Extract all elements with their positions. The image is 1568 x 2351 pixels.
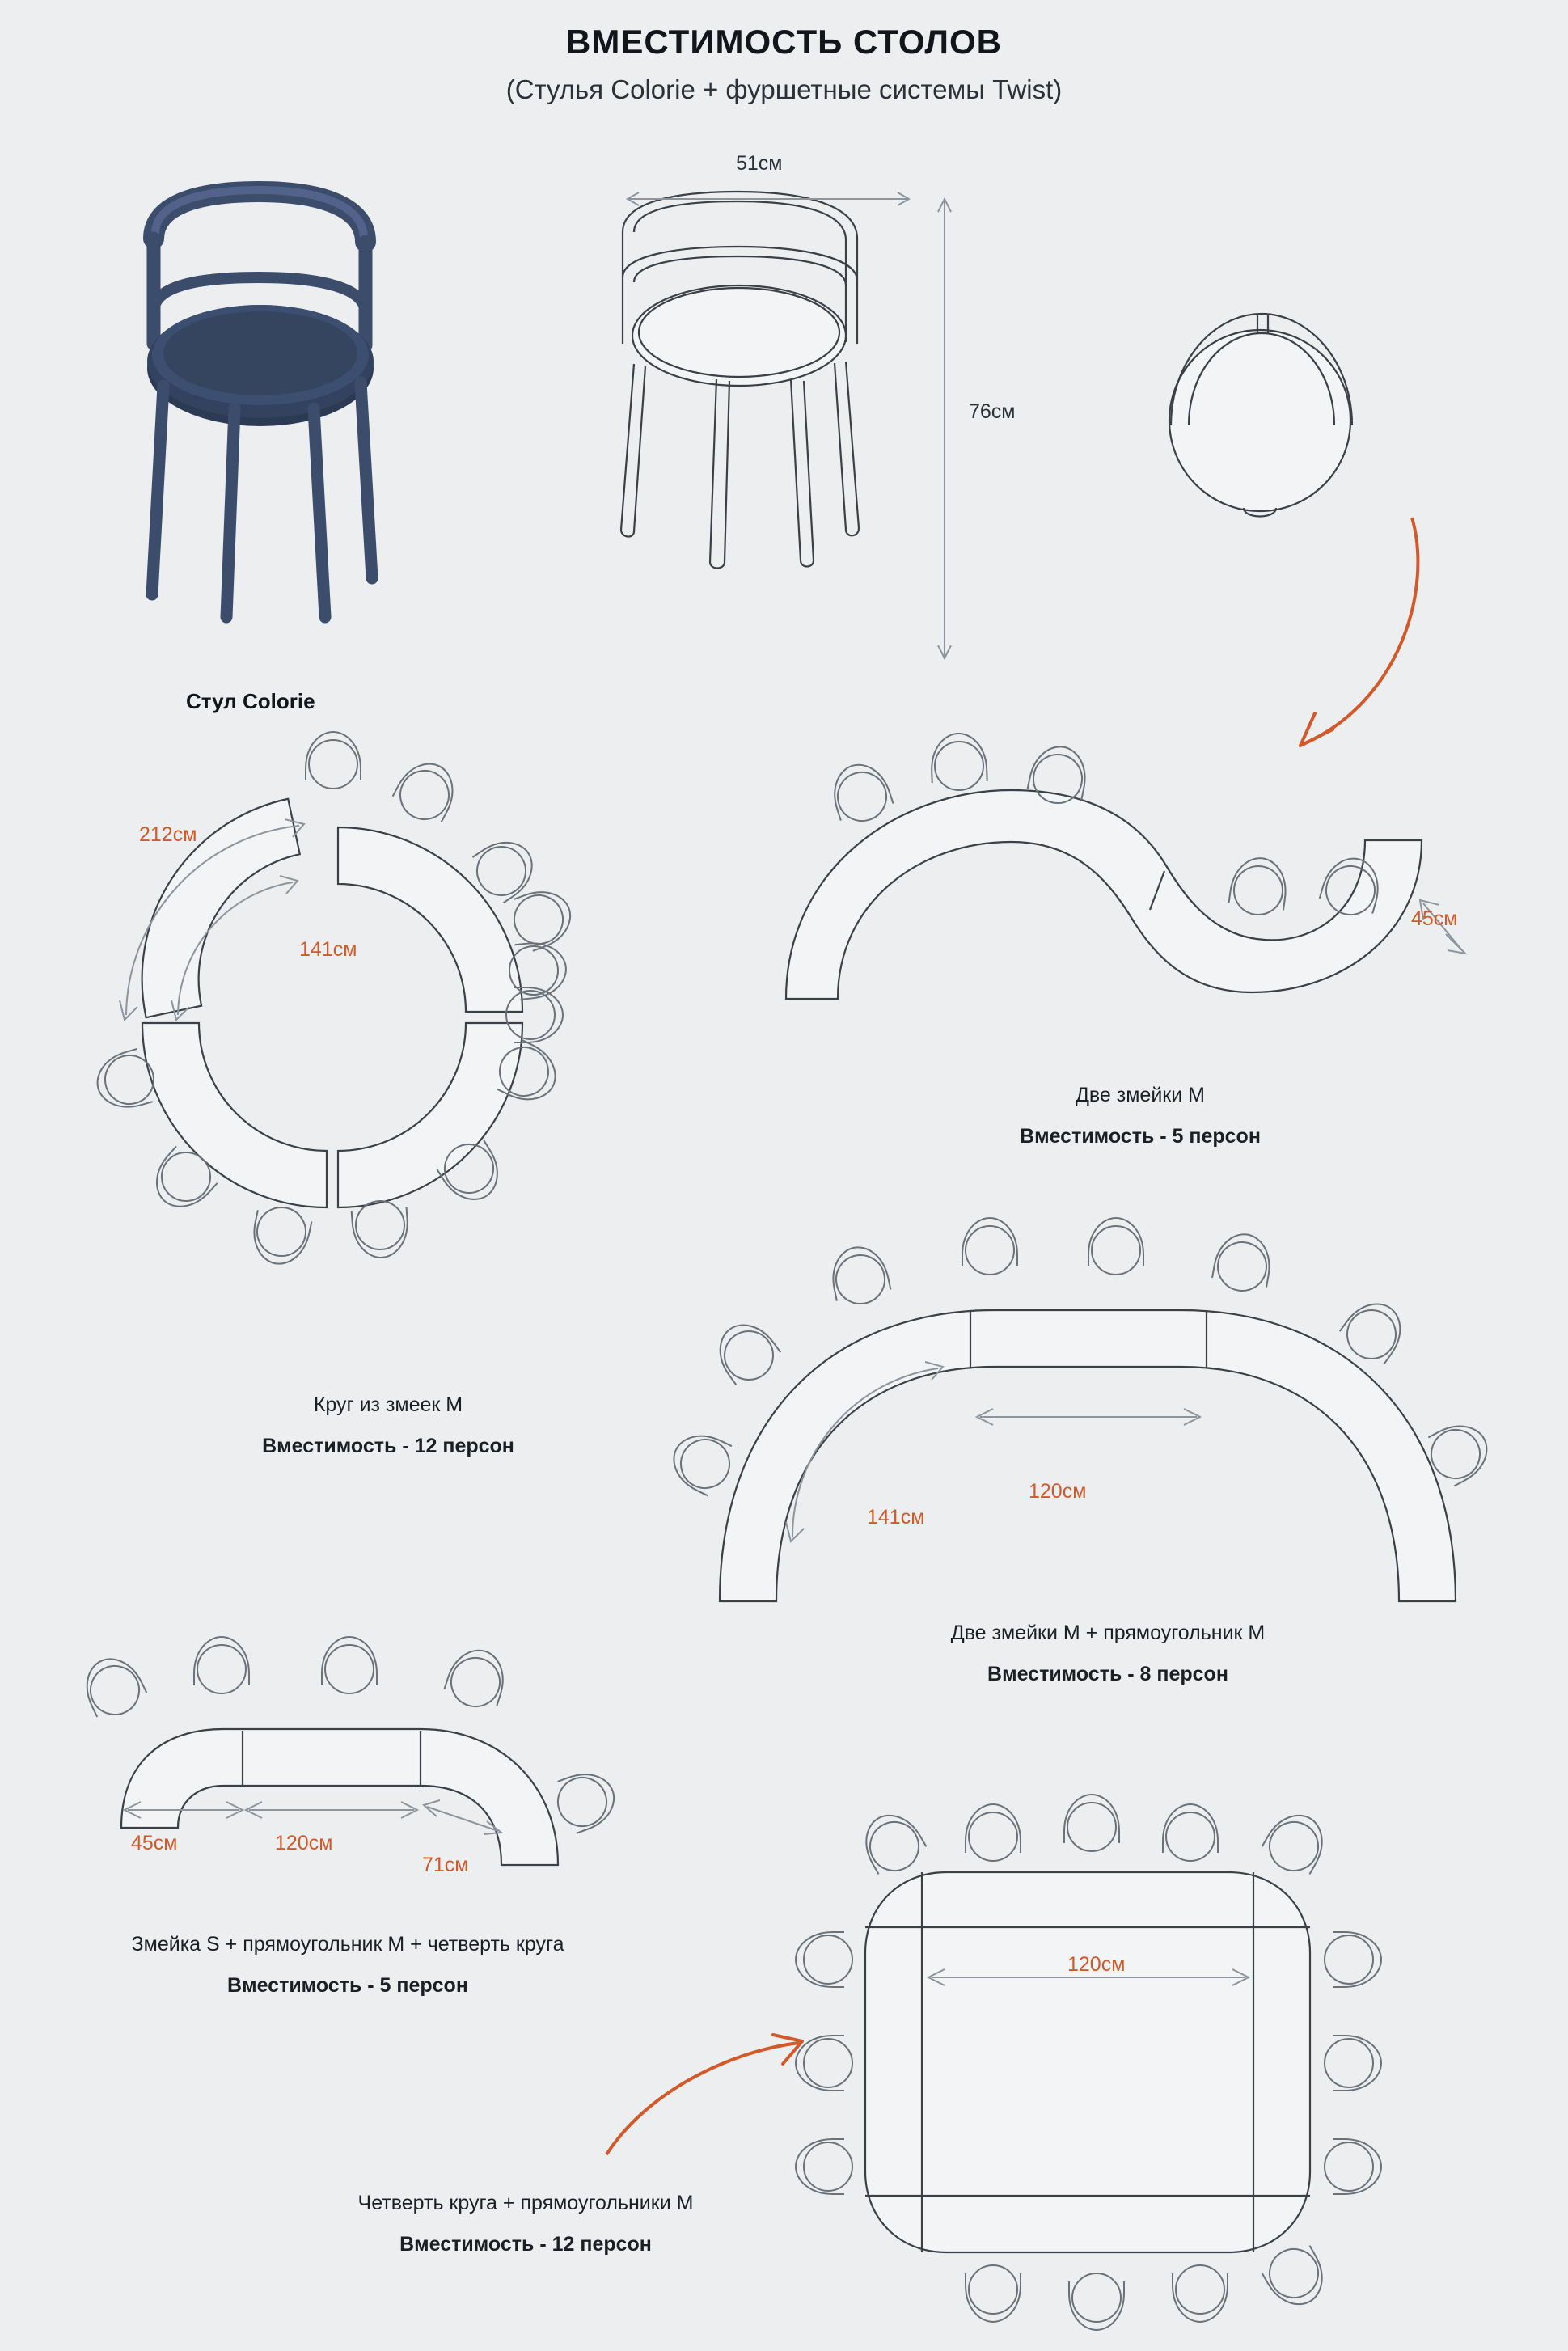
dim-45-snake-s: 45см bbox=[131, 1832, 178, 1854]
dim-120-arch: 120см bbox=[1029, 1480, 1087, 1503]
caption-line-2: Вместимость - 12 персон bbox=[262, 1434, 514, 1457]
chair-photo bbox=[105, 174, 445, 659]
caption-quarter-rects bbox=[267, 2188, 784, 2260]
chair-height-label: 76см bbox=[969, 400, 1016, 423]
orange-arrow-top bbox=[1197, 501, 1439, 776]
caption-line-2: Вместимость - 5 персон bbox=[227, 1973, 468, 1997]
diagram-snake-s-rect-quarter bbox=[49, 1634, 760, 1941]
diagram-two-snakes-rect bbox=[631, 1262, 1545, 1650]
caption-line-2: Вместимость - 8 персон bbox=[987, 1662, 1228, 1685]
caption-line-2: Вместимость - 12 персон bbox=[399, 2232, 652, 2256]
diagram-two-snakes-m bbox=[784, 748, 1496, 1088]
dim-71-quarter: 71см bbox=[422, 1854, 469, 1876]
caption-line-1: Круг из змеек М bbox=[313, 1393, 463, 1416]
caption-circle-of-snakes bbox=[162, 1389, 615, 1462]
dim-141-arch: 141см bbox=[867, 1506, 925, 1529]
caption-two-snakes-rect bbox=[817, 1617, 1399, 1690]
chair-label: Стул Colorie bbox=[186, 689, 315, 713]
caption-line-1: Змейка S + прямоугольник М + четверть круга bbox=[131, 1933, 564, 1956]
page-title: ВМЕСТИМОСТЬ СТОЛОВ bbox=[566, 23, 1002, 61]
caption-snake-s-rect-quarter bbox=[16, 1929, 679, 2002]
dim-120-snake-s: 120см bbox=[275, 1832, 333, 1854]
chair-width-label: 51см bbox=[736, 152, 783, 175]
caption-line-1: Две змейки М + прямоугольник М bbox=[950, 1622, 1266, 1644]
dim-120-square: 120см bbox=[1067, 1953, 1126, 1976]
caption-two-snakes-m bbox=[914, 1080, 1367, 1152]
caption-line-2: Вместимость - 5 персон bbox=[1020, 1124, 1261, 1148]
orange-arrow-bottom bbox=[598, 2022, 825, 2176]
dim-141-circle: 141см bbox=[299, 938, 357, 961]
chair-height-arrow bbox=[930, 194, 959, 663]
chair-technical-drawing bbox=[598, 182, 938, 667]
caption-line-1: Две змейки М bbox=[1076, 1084, 1205, 1106]
diagram-quarter-rects bbox=[809, 1791, 1520, 2325]
poster-header bbox=[0, 23, 1568, 105]
page-subtitle: (Стулья Colorie + фуршетные системы Twist) bbox=[505, 74, 1063, 104]
chair-width-arrow bbox=[623, 184, 914, 214]
dim-45-snake: 45см bbox=[1411, 907, 1458, 930]
caption-line-1: Четверть круга + прямоугольники М bbox=[357, 2192, 694, 2214]
dim-212: 212см bbox=[139, 823, 197, 846]
